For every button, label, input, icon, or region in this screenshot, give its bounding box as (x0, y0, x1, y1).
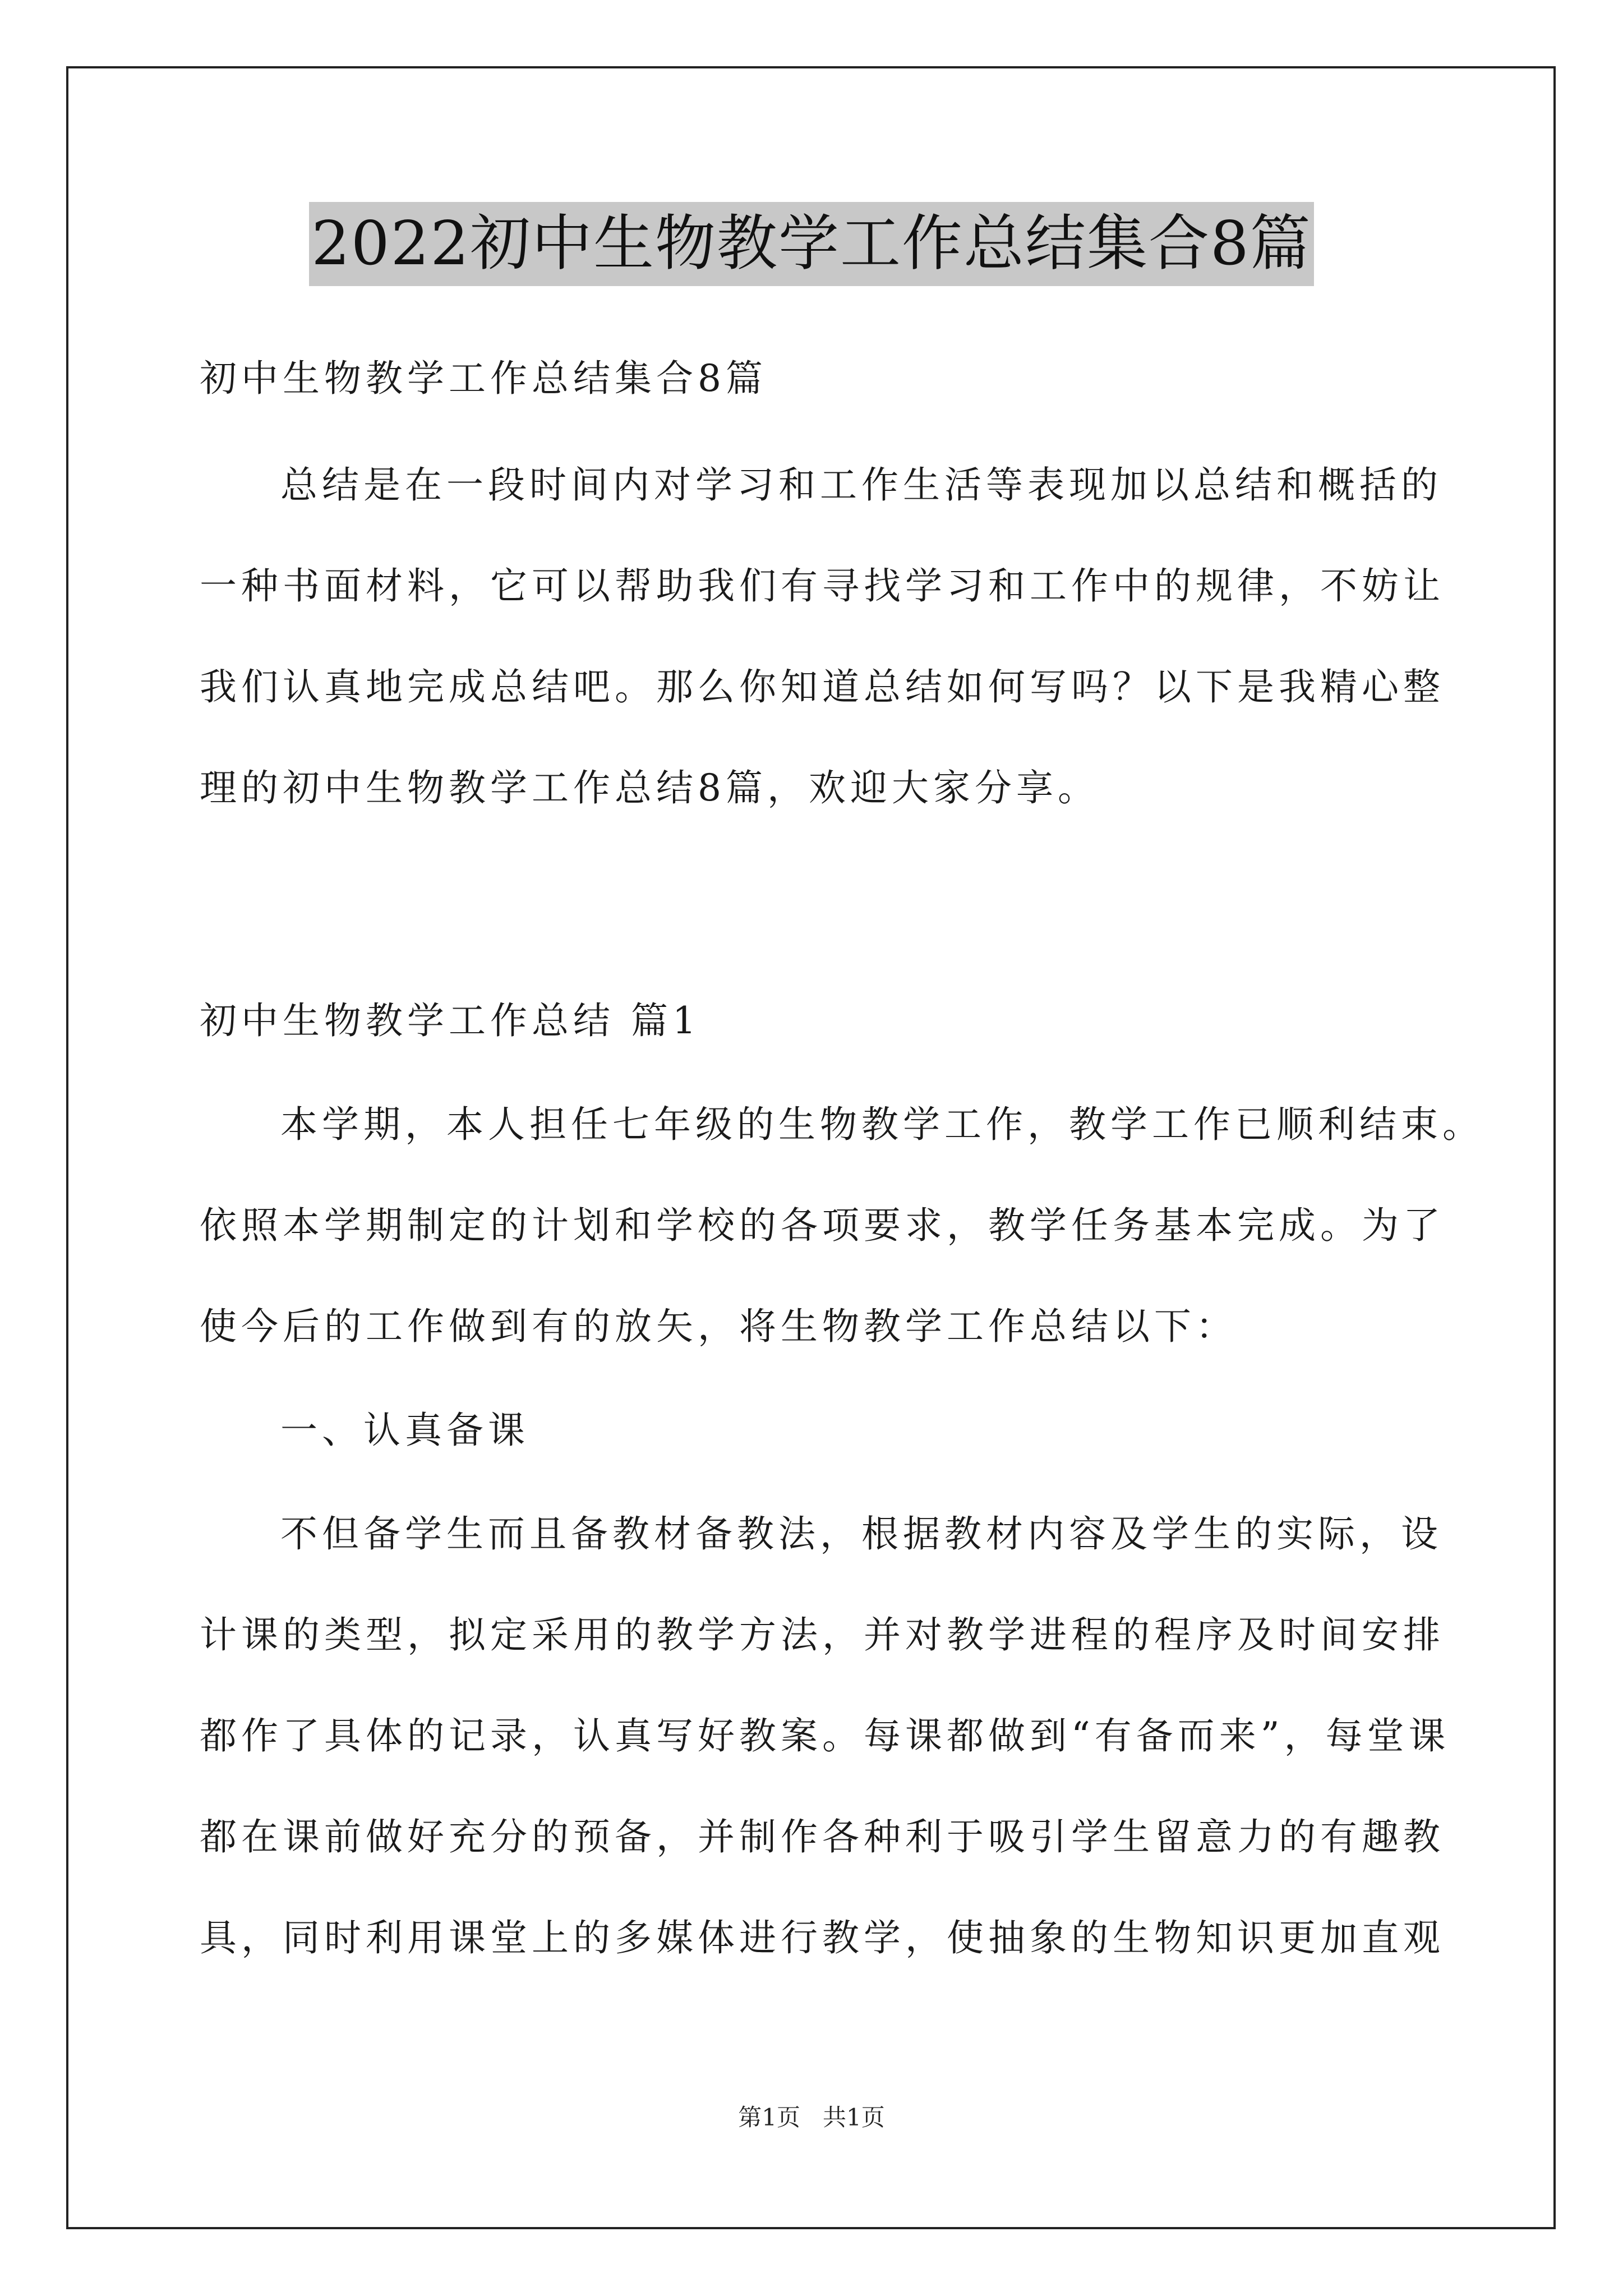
body-line-7: 都在课前做好充分的预备，并制作各种利于吸引学生留意力的有趣教 (200, 1815, 1445, 1858)
body-line-5: 计课的类型，拟定采用的教学方法，并对教学进程的程序及时间安排 (200, 1613, 1445, 1657)
section-heading-1: 初中生物教学工作总结 篇1 (200, 999, 700, 1042)
title-container (0, 202, 1623, 286)
document-title: 2022初中生物教学工作总结集合8篇 (309, 202, 1314, 286)
body-line-2: 依照本学期制定的计划和学校的各项要求，教学任务基本完成。为了 (200, 1204, 1445, 1247)
intro-line-1: 总结是在一段时间内对学习和工作生活等表现加以总结和概括的 (280, 463, 1442, 507)
body-line-6: 都作了具体的记录，认真写好教案。每课都做到“有备而来”，每堂课 (200, 1714, 1450, 1757)
subtitle-line: 初中生物教学工作总结集合8篇 (200, 357, 767, 400)
body-line-3: 使今后的工作做到有的放矢，将生物教学工作总结以下： (200, 1305, 1237, 1348)
intro-line-2: 一种书面材料，它可以帮助我们有寻找学习和工作中的规律，不妨让 (200, 564, 1445, 608)
intro-line-3: 我们认真地完成总结吧。那么你知道总结如何写吗？以下是我精心整 (200, 665, 1445, 708)
page-footer: 第1页 共1页 (738, 2104, 885, 2131)
body-line-1: 本学期，本人担任七年级的生物教学工作，教学工作已顺利结束。 (280, 1103, 1484, 1146)
subheading-prepare-lessons: 一、认真备课 (280, 1409, 529, 1452)
intro-line-4: 理的初中生物教学工作总结8篇，欢迎大家分享。 (200, 766, 1099, 809)
body-line-4: 不但备学生而且备教材备教法，根据教材内容及学生的实际，设 (280, 1512, 1442, 1556)
body-line-8: 具，同时利用课堂上的多媒体进行教学，使抽象的生物知识更加直观 (200, 1916, 1445, 1959)
